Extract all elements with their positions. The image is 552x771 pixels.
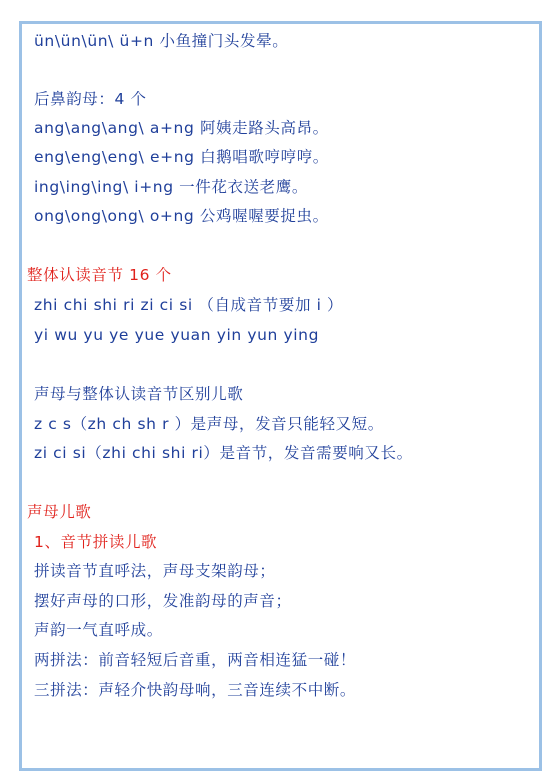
line-ang: ang\ang\ang\ a+ng 阿姨走路头高昂。: [34, 119, 329, 137]
rhyme-line-two-spelling: 两拼法：前音轻短后音重，两音相连猛一碰！: [34, 651, 357, 669]
line-ong: ong\ong\ong\ o+ng 公鸡喔喔要捉虫。: [34, 207, 329, 225]
heading-back-nasal-finals: 后鼻韵母：4 个: [34, 90, 147, 108]
rhyme-line-1: 拼读音节直呼法，声母支架韵母；: [34, 562, 276, 580]
line-initials-short: z c s（zh ch sh r ）是声母，发音只能轻又短。: [34, 415, 384, 433]
heading-syllable-reading: 1、音节拼读儿歌: [34, 533, 158, 551]
heading-difference-rhyme: 声母与整体认读音节区别儿歌: [34, 385, 244, 403]
line-syllables-long: zi ci si（zhi chi shi ri）是音节，发音需要响又长。: [34, 444, 413, 462]
heading-whole-syllables: 整体认读音节 16 个: [27, 266, 172, 284]
line-ing: ing\ing\ing\ i+ng 一件花衣送老鹰。: [34, 178, 308, 196]
line-eng: eng\eng\eng\ e+ng 白鹅唱歌哼哼哼。: [34, 148, 329, 166]
line-yi-wu-yu: yi wu yu ye yue yuan yin yun ying: [34, 326, 320, 344]
heading-initials-rhyme: 声母儿歌: [27, 503, 92, 521]
rhyme-line-3: 声韵一气直呼成。: [34, 621, 163, 639]
rhyme-line-2: 摆好声母的口形，发准韵母的声音；: [34, 592, 292, 610]
line-zhi-chi-shi: zhi chi shi ri zi ci si （自成音节要加 i ）: [34, 296, 344, 314]
rhyme-line-three-spelling: 三拼法：声轻介快韵母响，三音连续不中断。: [34, 681, 357, 699]
line-un: ün\ün\ün\ ü+n 小鱼撞门头发晕。: [34, 32, 289, 50]
